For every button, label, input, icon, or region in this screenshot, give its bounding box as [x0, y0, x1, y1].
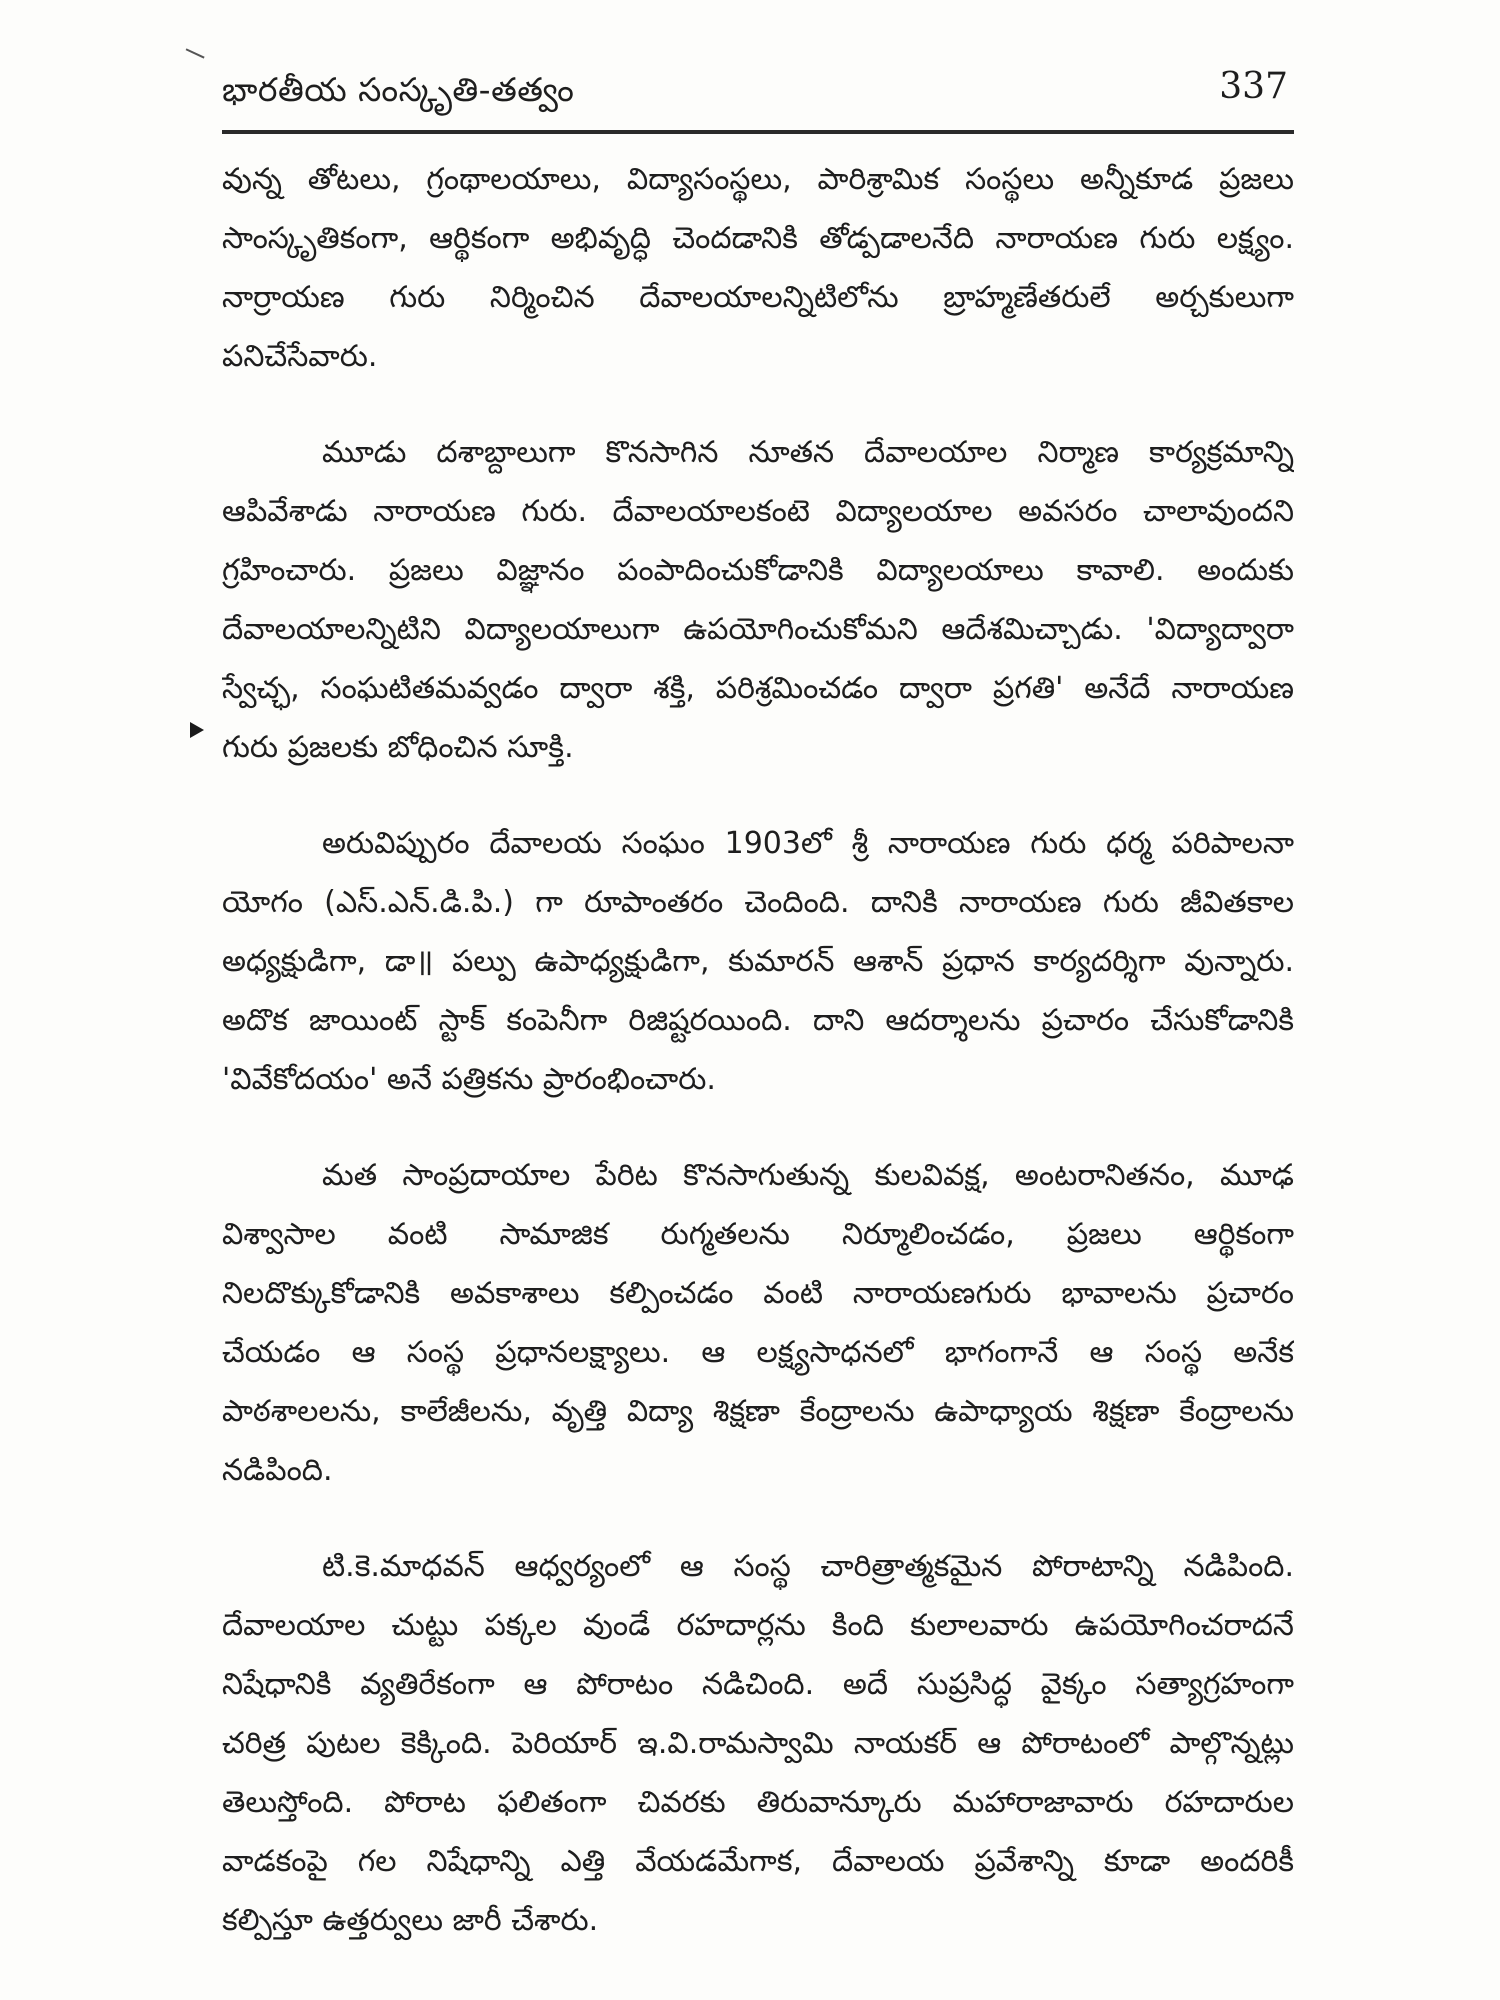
text-line: నిలదొక్కుకోడానికి అవకాశాలు కల్పించడం వంటి నారాయణగురు భావాలను ప్రచారం	[222, 1276, 1294, 1311]
text-line: అధ్యక్షుడిగా, డా॥ పల్పు ఉపాధ్యక్షుడిగా, కుమారన్ ఆశాన్ ప్రధాన కార్యదర్శిగా వున్నారు.	[222, 944, 1294, 979]
text-line: పాఠశాలలను, కాలేజీలను, వృత్తి విద్యా శిక్షణా కేంద్రాలను ఉపాధ్యాయ శిక్షణా కేంద్రాలను	[222, 1394, 1294, 1429]
text-line: అదొక జాయింట్ స్టాక్ కంపెనీగా రిజిష్టరయింది. దాని ఆదర్శాలను ప్రచారం చేసుకోడానికి	[222, 1003, 1294, 1038]
text-line: కల్పిస్తూ ఉత్తర్వులు జారీ చేశారు.	[222, 1903, 599, 1938]
text-line: చేయడం ఆ సంస్థ ప్రధానలక్ష్యాలు. ఆ లక్ష్యసాధనలో భాగంగానే ఆ సంస్థ అనేక	[222, 1335, 1294, 1370]
text-line: దేవాలయాలన్నిటిని విద్యాలయాలుగా ఉపయోగించుకోమని ఆదేశమిచ్చాడు. 'విద్యాద్వారా	[222, 612, 1294, 647]
paragraph-2	[222, 423, 1294, 777]
text-line: ఆపివేశాడు నారాయణ గురు. దేవాలయాలకంటె విద్యాలయాల అవసరం చాలావుందని	[222, 494, 1294, 529]
header-rule	[222, 130, 1294, 134]
text-line: గురు ప్రజలకు బోధించిన సూక్తి.	[222, 730, 574, 765]
text-line: వున్న తోటలు, గ్రంథాలయాలు, విద్యాసంస్థలు, పారిశ్రామిక సంస్థలు అన్నీకూడ ప్రజలు	[222, 162, 1294, 197]
text-line: విశ్వాసాల వంటి సామాజిక రుగ్మతలను నిర్మూలించడం, ప్రజలు ఆర్థికంగా	[222, 1217, 1294, 1252]
text-line: అరువిప్పురం దేవాలయ సంఘం 1903లో శ్రీ నారాయణ గురు ధర్మ పరిపాలనా	[322, 826, 1294, 861]
text-line: పనిచేసేవారు.	[222, 339, 378, 374]
paragraph-4	[222, 1146, 1294, 1500]
text-line: స్వేచ్ఛ, సంఘటితమవ్వడం ద్వారా శక్తి, పరిశ్రమించడం ద్వారా ప్రగతి' అనేదే నారాయణ	[222, 671, 1294, 706]
text-line: టి.కె.మాధవన్ ఆధ్వర్యంలో ఆ సంస్థ చారిత్రాత్మకమైన పోరాటాన్ని నడిపింది.	[322, 1549, 1294, 1584]
text-line: నడిపింది.	[222, 1453, 333, 1488]
page-number: 337	[1219, 66, 1288, 107]
text-line: మత సాంప్రదాయాల పేరిట కొనసాగుతున్న కులవివక్ష, అంటరానితనం, మూఢ	[322, 1158, 1294, 1193]
text-line: వాడకంపై గల నిషేధాన్ని ఎత్తి వేయడమేగాక, దేవాలయ ప్రవేశాన్ని కూడా అందరికీ	[222, 1844, 1294, 1879]
body-text	[222, 150, 1294, 1987]
text-line: గ్రహించారు. ప్రజలు విజ్ఞానం పంపాదించుకోడానికి విద్యాలయాలు కావాలి. అందుకు	[222, 553, 1294, 588]
paragraph-3	[222, 814, 1294, 1109]
margin-bullet-icon	[190, 722, 204, 738]
scan-mark	[181, 48, 204, 67]
paragraph-5	[222, 1537, 1294, 1950]
text-line: 'వివేకోదయం' అనే పత్రికను ప్రారంభించారు.	[222, 1062, 716, 1097]
text-line: చరిత్ర పుటల కెక్కింది. పెరియార్ ఇ.వి.రామస్వామి నాయకర్ ఆ పోరాటంలో పాల్గొన్నట్లు	[222, 1726, 1294, 1761]
text-line: నార్రాయణ గురు నిర్మించిన దేవాలయాలన్నిటిలోను బ్రాహ్మణేతరులే అర్చకులుగా	[222, 280, 1294, 315]
text-line: తెలుస్తోంది. పోరాట ఫలితంగా చివరకు తిరువాన్కూరు మహారాజావారు రహదారుల	[222, 1785, 1294, 1820]
text-line: మూడు దశాబ్దాలుగా కొనసాగిన నూతన దేవాలయాల నిర్మాణ కార్యక్రమాన్ని	[322, 435, 1294, 470]
text-line: నిషేధానికి వ్యతిరేకంగా ఆ పోరాటం నడిచింది. అదే సుప్రసిద్ధ వైక్కం సత్యాగ్రహంగా	[222, 1667, 1294, 1702]
text-line: దేవాలయాల చుట్టు పక్కల వుండే రహదార్లను కింది కులాలవారు ఉపయోగించరాదనే	[222, 1608, 1294, 1643]
text-line: సాంస్కృతికంగా, ఆర్థికంగా అభివృద్ధి చెందడానికి తోడ్పడాలనేది నారాయణ గురు లక్ష్యం.	[222, 221, 1294, 256]
page-header	[222, 62, 1294, 122]
text-line: యోగం (ఎస్.ఎన్.డి.పి.) గా రూపాంతరం చెందింది. దానికి నారాయణ గురు జీవితకాల	[222, 885, 1294, 920]
paragraph-1	[222, 150, 1294, 386]
running-title: భారతీయ సంస్కృతి-తత్వం	[222, 70, 575, 109]
